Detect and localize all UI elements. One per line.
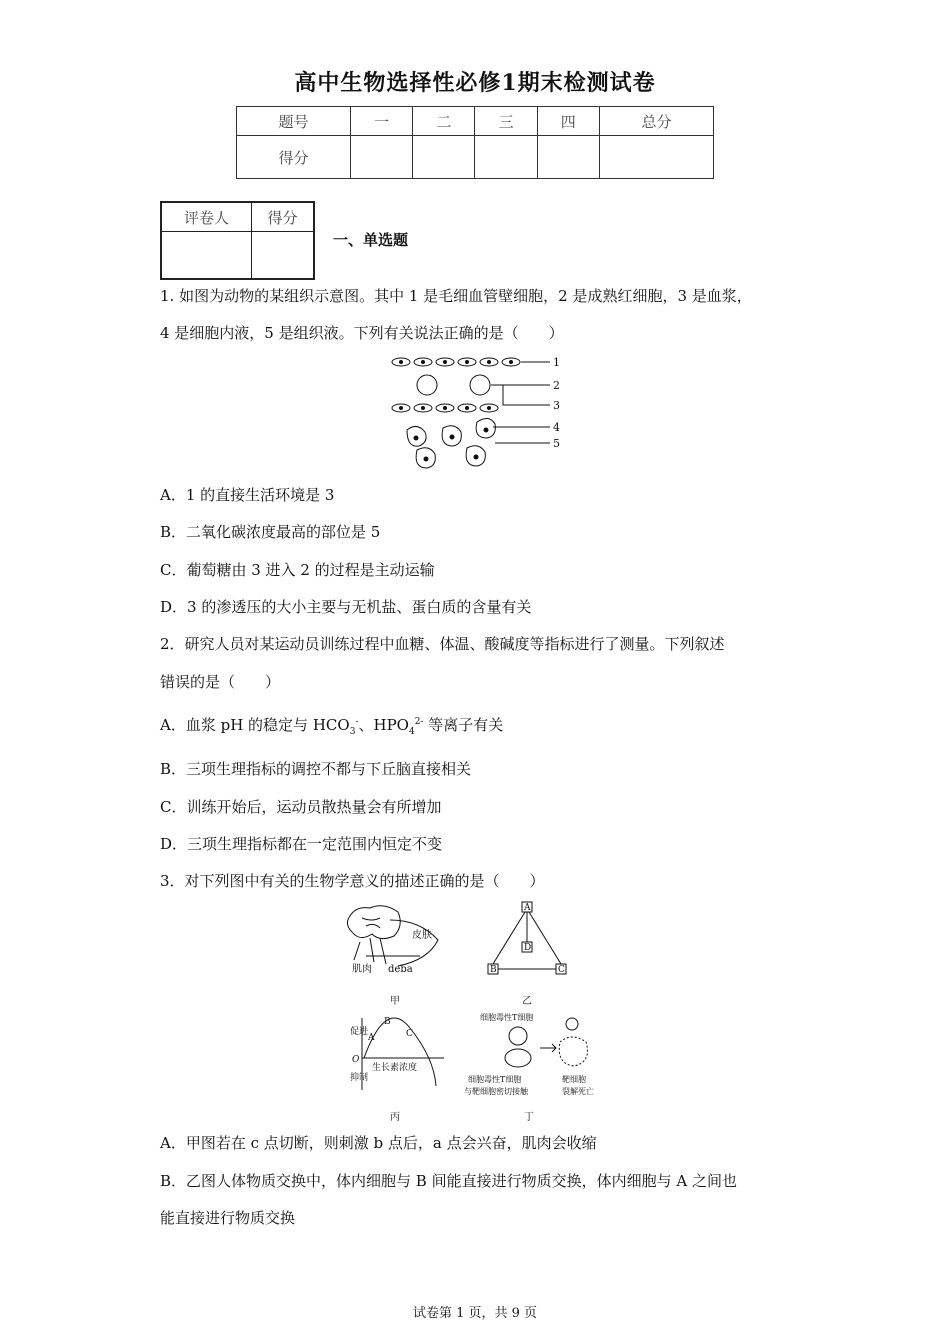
q3-option-b-line2[interactable]: 能直接进行物质交换 [160, 1209, 296, 1227]
q3-option-b-line1[interactable]: B．乙图人体物质交换中，体内细胞与 B 间能直接进行物质交换，体内细胞与 A 之间也 [160, 1172, 737, 1190]
label-4: 4 [553, 421, 560, 434]
yi-label-c: C [558, 965, 565, 975]
yi-label-b: B [490, 965, 497, 975]
q1-stem-line1: 1. 如图为动物的某组织示意图。其中 1 是毛细血管壁细胞，2 是成熟红细胞，3 是血浆， [160, 287, 752, 305]
score-header-total: 总分 [599, 107, 713, 136]
bing-point-a: A [368, 1033, 375, 1043]
q1-option-a[interactable]: A．1 的直接生活环境是 3 [160, 486, 335, 504]
q1-option-b[interactable]: B．二氧化碳浓度最高的部位是 5 [160, 523, 381, 541]
q2-stem-line1: 2．研究人员对某运动员训练过程中血糖、体温、酸碱度等指标进行了测量。下列叙述 [160, 635, 725, 653]
page-title: 高中生物选择性必修1期末检测试卷 [294, 70, 656, 96]
label-1: 1 [553, 356, 560, 369]
four-panel-figure [340, 898, 610, 1126]
q2-stem-line2: 错误的是（ ） [160, 673, 281, 691]
jia-muscle-label: 肌肉 [352, 964, 372, 975]
q3-option-a[interactable]: A．甲图若在 c 点切断，则刺激 b 点后，a 点会兴奋，肌肉会收缩 [160, 1134, 597, 1152]
ding-caption: 丁 [524, 1112, 534, 1123]
jia-caption: 甲 [390, 996, 400, 1007]
score-header-3: 三 [475, 107, 537, 136]
q1-option-d[interactable]: D．3 的渗透压的大小主要与无机盐、蛋白质的含量有关 [160, 598, 532, 616]
bing-zero: O [352, 1055, 360, 1065]
ding-bottom-left-1: 细胞毒性T细胞 [468, 1075, 522, 1084]
tissue-diagram [385, 352, 575, 474]
score-cell[interactable] [413, 136, 475, 179]
grader-score-cell[interactable] [251, 232, 314, 280]
grader-header: 评卷人 [161, 202, 251, 232]
ding-bottom-left-2: 与靶细胞密切接触 [464, 1087, 528, 1096]
score-cell[interactable] [475, 136, 537, 179]
label-3: 3 [553, 399, 560, 412]
ion-hydrogen-phosphate: $HPO_4^{2-}$ [373, 716, 424, 737]
score-table [236, 106, 714, 179]
ding-top-label: 细胞毒性T细胞 [480, 1013, 534, 1022]
grader-score-header: 得分 [251, 202, 314, 232]
score-header-4: 四 [537, 107, 599, 136]
label-5: 5 [553, 437, 560, 450]
ding-bottom-right-1: 靶细胞 [562, 1075, 586, 1084]
q2-option-a[interactable] [160, 714, 503, 737]
q2-option-d[interactable]: D．三项生理指标都在一定范围内恒定不变 [160, 835, 443, 853]
bing-caption: 丙 [390, 1112, 400, 1123]
bing-point-c: C [406, 1029, 413, 1039]
yi-caption: 乙 [522, 996, 532, 1007]
q1-stem-line2: 4 是细胞内液，5 是组织液。下列有关说法正确的是（ ） [160, 324, 564, 342]
ion-bicarbonate: $HCO_3^-$ [312, 716, 359, 737]
page-footer: 试卷第 1 页，共 9 页 [412, 1306, 538, 1321]
separator: 、 [358, 716, 374, 734]
score-header-2: 二 [413, 107, 475, 136]
q2-option-b[interactable]: B．三项生理指标的调控不都与下丘脑直接相关 [160, 760, 472, 778]
bing-xlabel: 生长素浓度 [372, 1063, 418, 1073]
score-cell[interactable] [599, 136, 713, 179]
score-row-label: 得分 [237, 136, 351, 179]
section-title: 一、单选题 [333, 231, 409, 249]
q2-option-a-post: 等离子有关 [423, 716, 504, 734]
q2-option-c[interactable]: C．训练开始后，运动员散热量会有所增加 [160, 798, 442, 816]
q3-stem: 3．对下列图中有关的生物学意义的描述正确的是（ ） [160, 872, 545, 890]
grader-table [160, 201, 315, 280]
fig-bing-growth-curve [362, 1018, 444, 1090]
bing-promote: 促进 [350, 1027, 369, 1037]
grader-cell[interactable] [161, 232, 251, 280]
jia-points-label: deba [388, 964, 413, 975]
score-cell[interactable] [351, 136, 413, 179]
score-cell[interactable] [537, 136, 599, 179]
score-header-number: 题号 [237, 107, 351, 136]
fig-ding-t-cell [505, 1018, 588, 1067]
bing-point-b: B [384, 1017, 391, 1027]
yi-label-a: A [524, 903, 531, 913]
bing-inhibit: 抑制 [350, 1073, 369, 1083]
q2-option-a-pre: A．血浆 pH 的稳定与 [160, 716, 313, 734]
ding-bottom-right-2: 裂解死亡 [562, 1087, 594, 1096]
q1-option-c[interactable]: C．葡萄糖由 3 进入 2 的过程是主动运输 [160, 561, 435, 579]
jia-skin-label: 皮肤 [412, 930, 432, 941]
score-header-1: 一 [351, 107, 413, 136]
label-2: 2 [553, 379, 560, 392]
yi-label-d: D [524, 943, 532, 953]
